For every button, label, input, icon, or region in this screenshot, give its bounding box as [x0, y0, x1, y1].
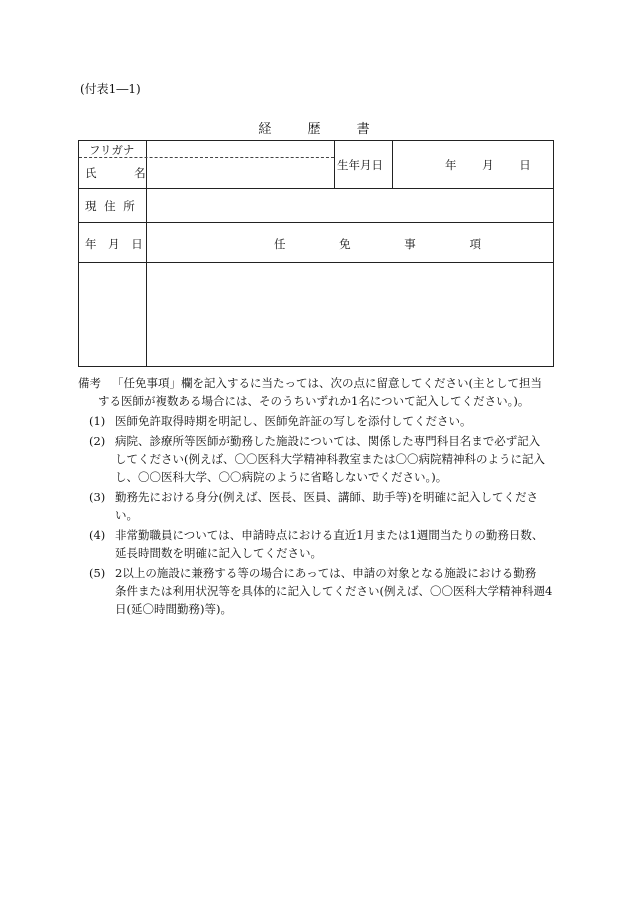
- note-item: (2) 病院、診療所等医師が勤務した施設については、関係した専門科目名まで必ず記入 してください(例えば、〇〇医科大学精神科教室または〇〇病院精神科のように記入 し、〇〇医科大学、〇〇病院のように省略しないでください。)。: [89, 434, 545, 484]
- name-field[interactable]: [149, 141, 334, 187]
- address-label: 現 住 所: [85, 199, 135, 213]
- notes-lead-line-1: 「任免事項」欄を記入するに当たっては、次の点に留意してください(主として担当: [112, 376, 542, 390]
- name-label: 氏 名: [85, 166, 146, 180]
- notes-section: [78, 374, 558, 618]
- page-title: 経 歴 書: [258, 122, 372, 137]
- appointment-entry-field[interactable]: [149, 264, 549, 364]
- date-entry-field[interactable]: [79, 264, 145, 364]
- date-column-header: 年 月 日: [85, 237, 143, 251]
- note-item: (5) 2以上の施設に兼務する等の場合にあっては、申請の対象となる施設における勤務 条件または利用状況等を具体的に記入してください(例えば、〇〇医科大学精神科週4 日(延〇時間勤務)等)。: [89, 566, 553, 616]
- note-item: (4) 非常勤職員については、申請時点における直近1月または1週間当たりの勤務日数、 延長時間数を明確に記入してください。: [89, 528, 544, 560]
- notes-lead-line-2: する医師が複数ある場合には、そのうちいずれか1名について記入してください。)。: [98, 394, 530, 408]
- notes-heading: 備考: [78, 376, 101, 390]
- form-reference: (付表1―1): [80, 82, 141, 96]
- note-item: (3) 勤務先における身分(例えば、医長、医員、講師、助手等)を明確に記入してくださ い。: [89, 490, 538, 522]
- dob-label: 生年月日: [337, 158, 383, 172]
- resume-table: [78, 140, 554, 367]
- appointment-column-header: 任 免 事 項: [274, 237, 481, 251]
- note-item: (1) 医師免許取得時期を明記し、医師免許証の写しを添付してください。: [89, 414, 472, 428]
- furigana-label: フリガナ: [89, 143, 135, 157]
- address-field[interactable]: [149, 190, 549, 220]
- dob-value: 年 月 日: [445, 158, 531, 172]
